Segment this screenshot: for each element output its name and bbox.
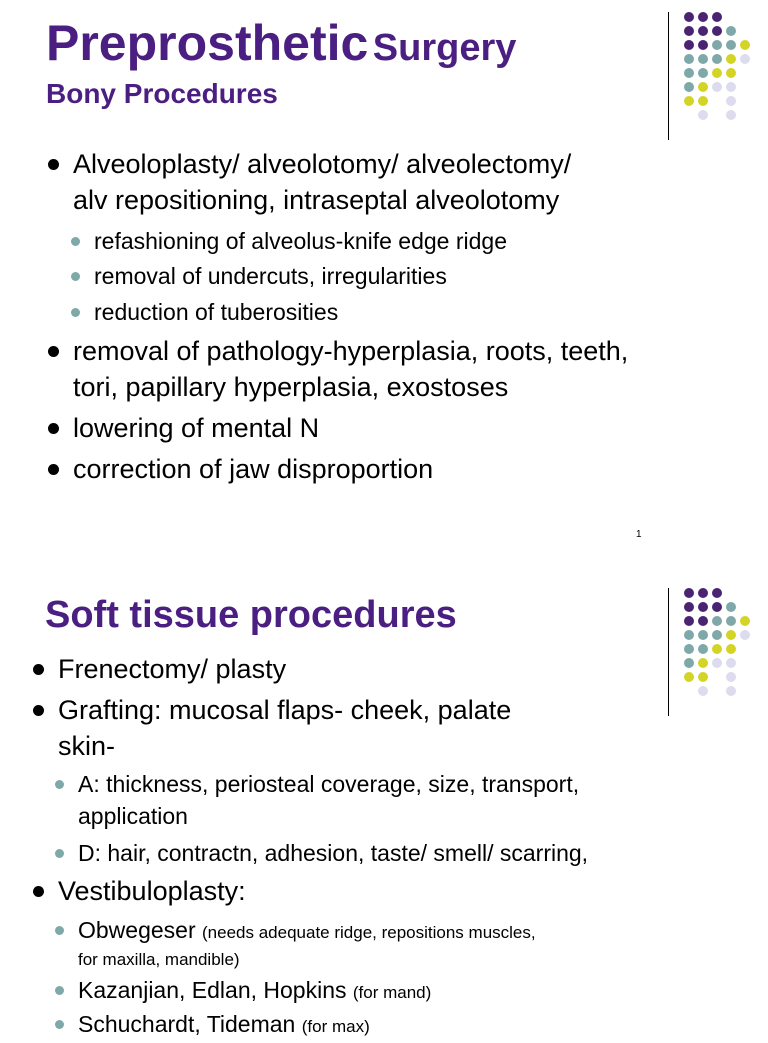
slide-title: Soft tissue procedures <box>45 594 457 636</box>
title-rest: Surgery <box>372 27 517 69</box>
divider-line <box>668 588 669 716</box>
sub-bullet-obwegeser: Obwegeser (needs adequate ridge, repositions muscles, for maxilla, mandible) <box>78 914 536 971</box>
sub-bullet-kazanjian: Kazanjian, Edlan, Hopkins (for mand) <box>78 974 431 1009</box>
bullet-pathology: removal of pathology-hyperplasia, roots, teeth, tori, papillary hyperplasia, exostoses <box>73 333 628 405</box>
bullet-grafting: Grafting: mucosal flaps- cheek, palate skin- <box>58 692 511 764</box>
slide-title <box>46 14 516 72</box>
sub-bullet-schuchardt: Schuchardt, Tideman (for max) <box>78 1008 370 1043</box>
sub-bullet-tuberosities: reduction of tuberosities <box>94 296 338 328</box>
bullet-frenectomy: Frenectomy/ plasty <box>58 651 286 687</box>
sub-bullet-refashioning: refashioning of alveolus-knife edge ridge <box>94 225 507 257</box>
sub-bullet-advantages: A: thickness, periosteal coverage, size, transport, application <box>78 768 579 832</box>
bullet-alveoloplasty: Alveoloplasty/ alveolotomy/ alveolectomy/ alv repositioning, intraseptal alveolotomy <box>73 146 571 218</box>
title-main: Preprosthetic <box>46 15 369 71</box>
bullet-mental-n: lowering of mental N <box>73 410 319 446</box>
bullet-vestibuloplasty: Vestibuloplasty: <box>58 873 246 909</box>
page-number: 1 <box>636 529 642 540</box>
slide-2 <box>0 576 768 1037</box>
slide-subtitle: Bony Procedures <box>46 78 278 109</box>
sub-bullet-undercuts: removal of undercuts, irregularities <box>94 260 447 292</box>
divider-line <box>668 12 669 140</box>
sub-bullet-disadvantages: D: hair, contractn, adhesion, taste/ smell/ scarring, <box>78 837 588 869</box>
bullet-jaw-disproportion: correction of jaw disproportion <box>73 451 433 487</box>
